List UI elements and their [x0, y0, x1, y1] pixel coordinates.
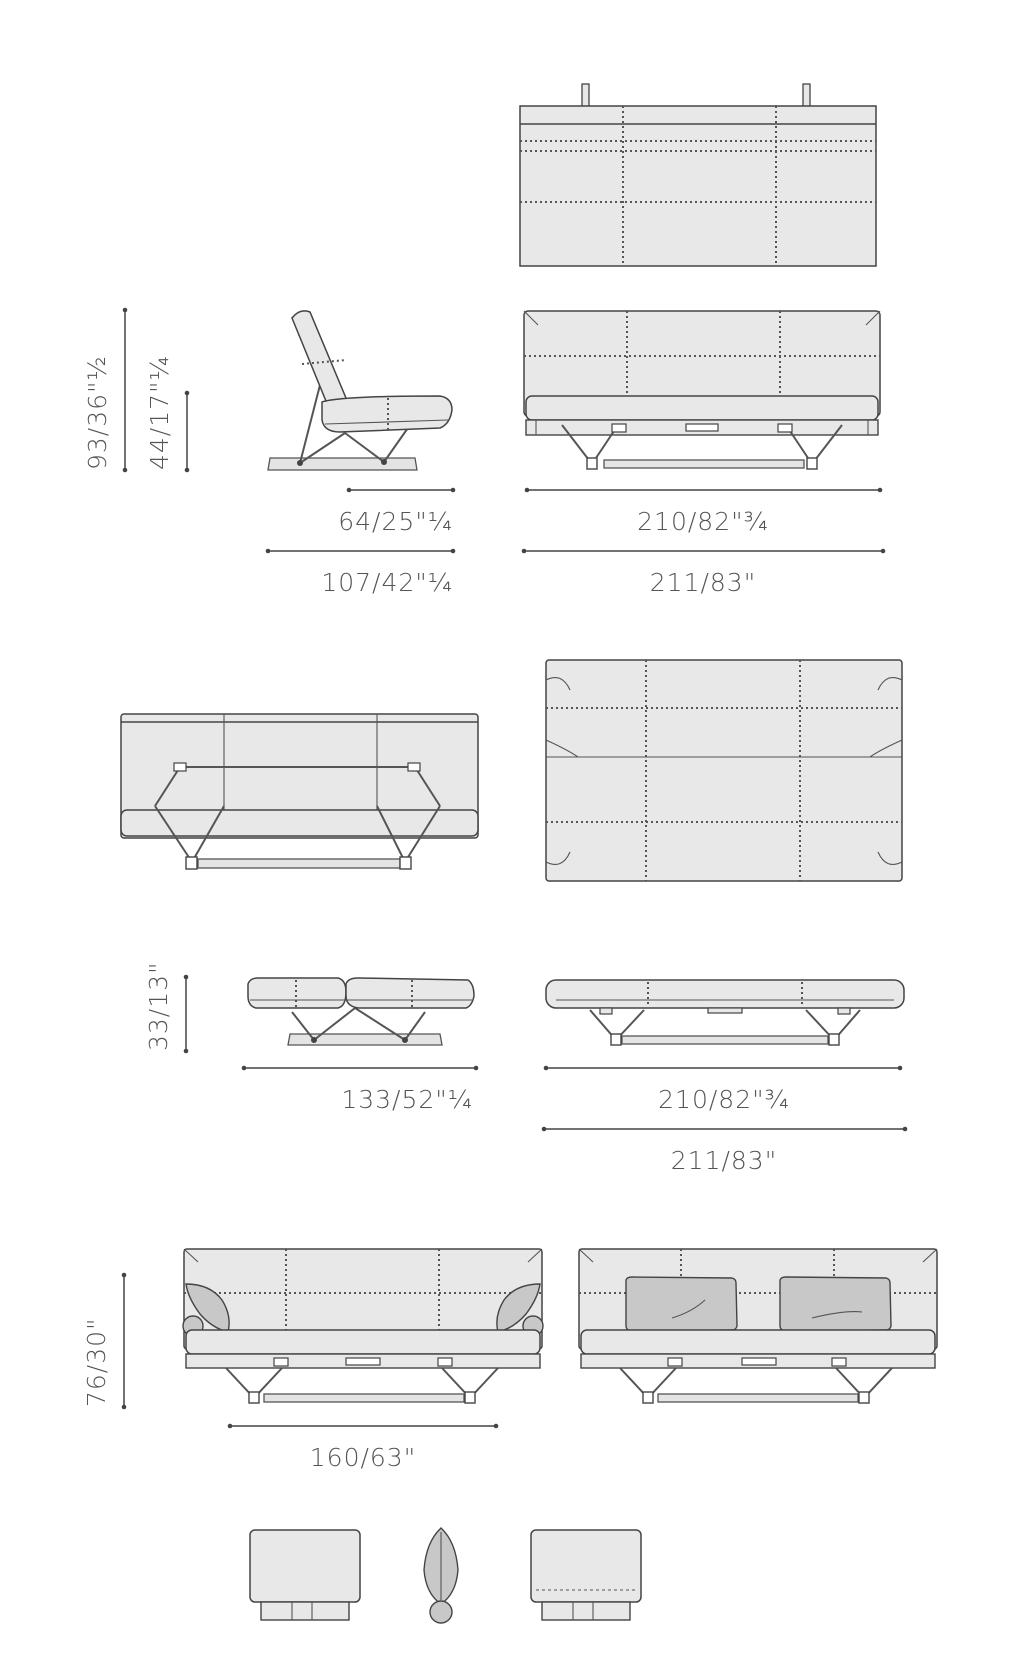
bed-depth-dimension	[242, 1066, 479, 1114]
side-view-bed	[248, 978, 474, 1045]
accessory-cushion-alt	[531, 1530, 641, 1620]
front-view-bed	[546, 980, 904, 1045]
front-seat-width-dimension	[525, 488, 883, 536]
bed-width-label: 211/83"	[670, 1146, 778, 1175]
low-height-label: 76/30"	[82, 1317, 111, 1407]
seat-height-label: 44/17"¼	[145, 355, 174, 470]
bed-seat-width-dimension	[544, 1066, 903, 1114]
left-throw-cushion	[626, 1277, 737, 1331]
side-view-sofa	[268, 311, 452, 470]
front-width-label: 211/83"	[649, 568, 757, 597]
height-dimension-total	[83, 308, 127, 473]
front-seat-width-label: 210/82"¾	[637, 507, 769, 536]
front-view-sofa	[524, 311, 880, 469]
front-width-dimension	[522, 549, 886, 597]
front-view-with-bolsters	[183, 1249, 543, 1403]
side-depth-dimension	[266, 549, 456, 597]
bed-seat-width-label: 210/82"¾	[658, 1085, 790, 1114]
side-depth-label: 107/42"¼	[321, 568, 453, 597]
low-height-dimension	[82, 1273, 126, 1410]
low-width-dimension	[228, 1424, 499, 1472]
top-view-bed	[546, 660, 902, 881]
side-seat-depth-label: 64/25"¼	[338, 507, 453, 536]
front-view-with-cushions	[579, 1249, 937, 1403]
bed-width-dimension	[542, 1127, 908, 1175]
seat-height-dimension	[145, 355, 189, 472]
back-view-sofa	[121, 714, 478, 869]
bed-height-label: 33/13"	[144, 961, 173, 1051]
bed-height-dimension	[144, 961, 188, 1053]
low-width-label: 160/63"	[309, 1443, 417, 1472]
accessory-cushion	[250, 1530, 360, 1620]
bed-depth-label: 133/52"¼	[341, 1085, 473, 1114]
right-throw-cushion	[780, 1277, 891, 1331]
accessory-bolster	[424, 1528, 458, 1623]
height-total-label: 93/36"½	[83, 355, 112, 470]
side-seat-depth-dimension	[338, 488, 455, 536]
top-view-sofa	[520, 84, 876, 266]
